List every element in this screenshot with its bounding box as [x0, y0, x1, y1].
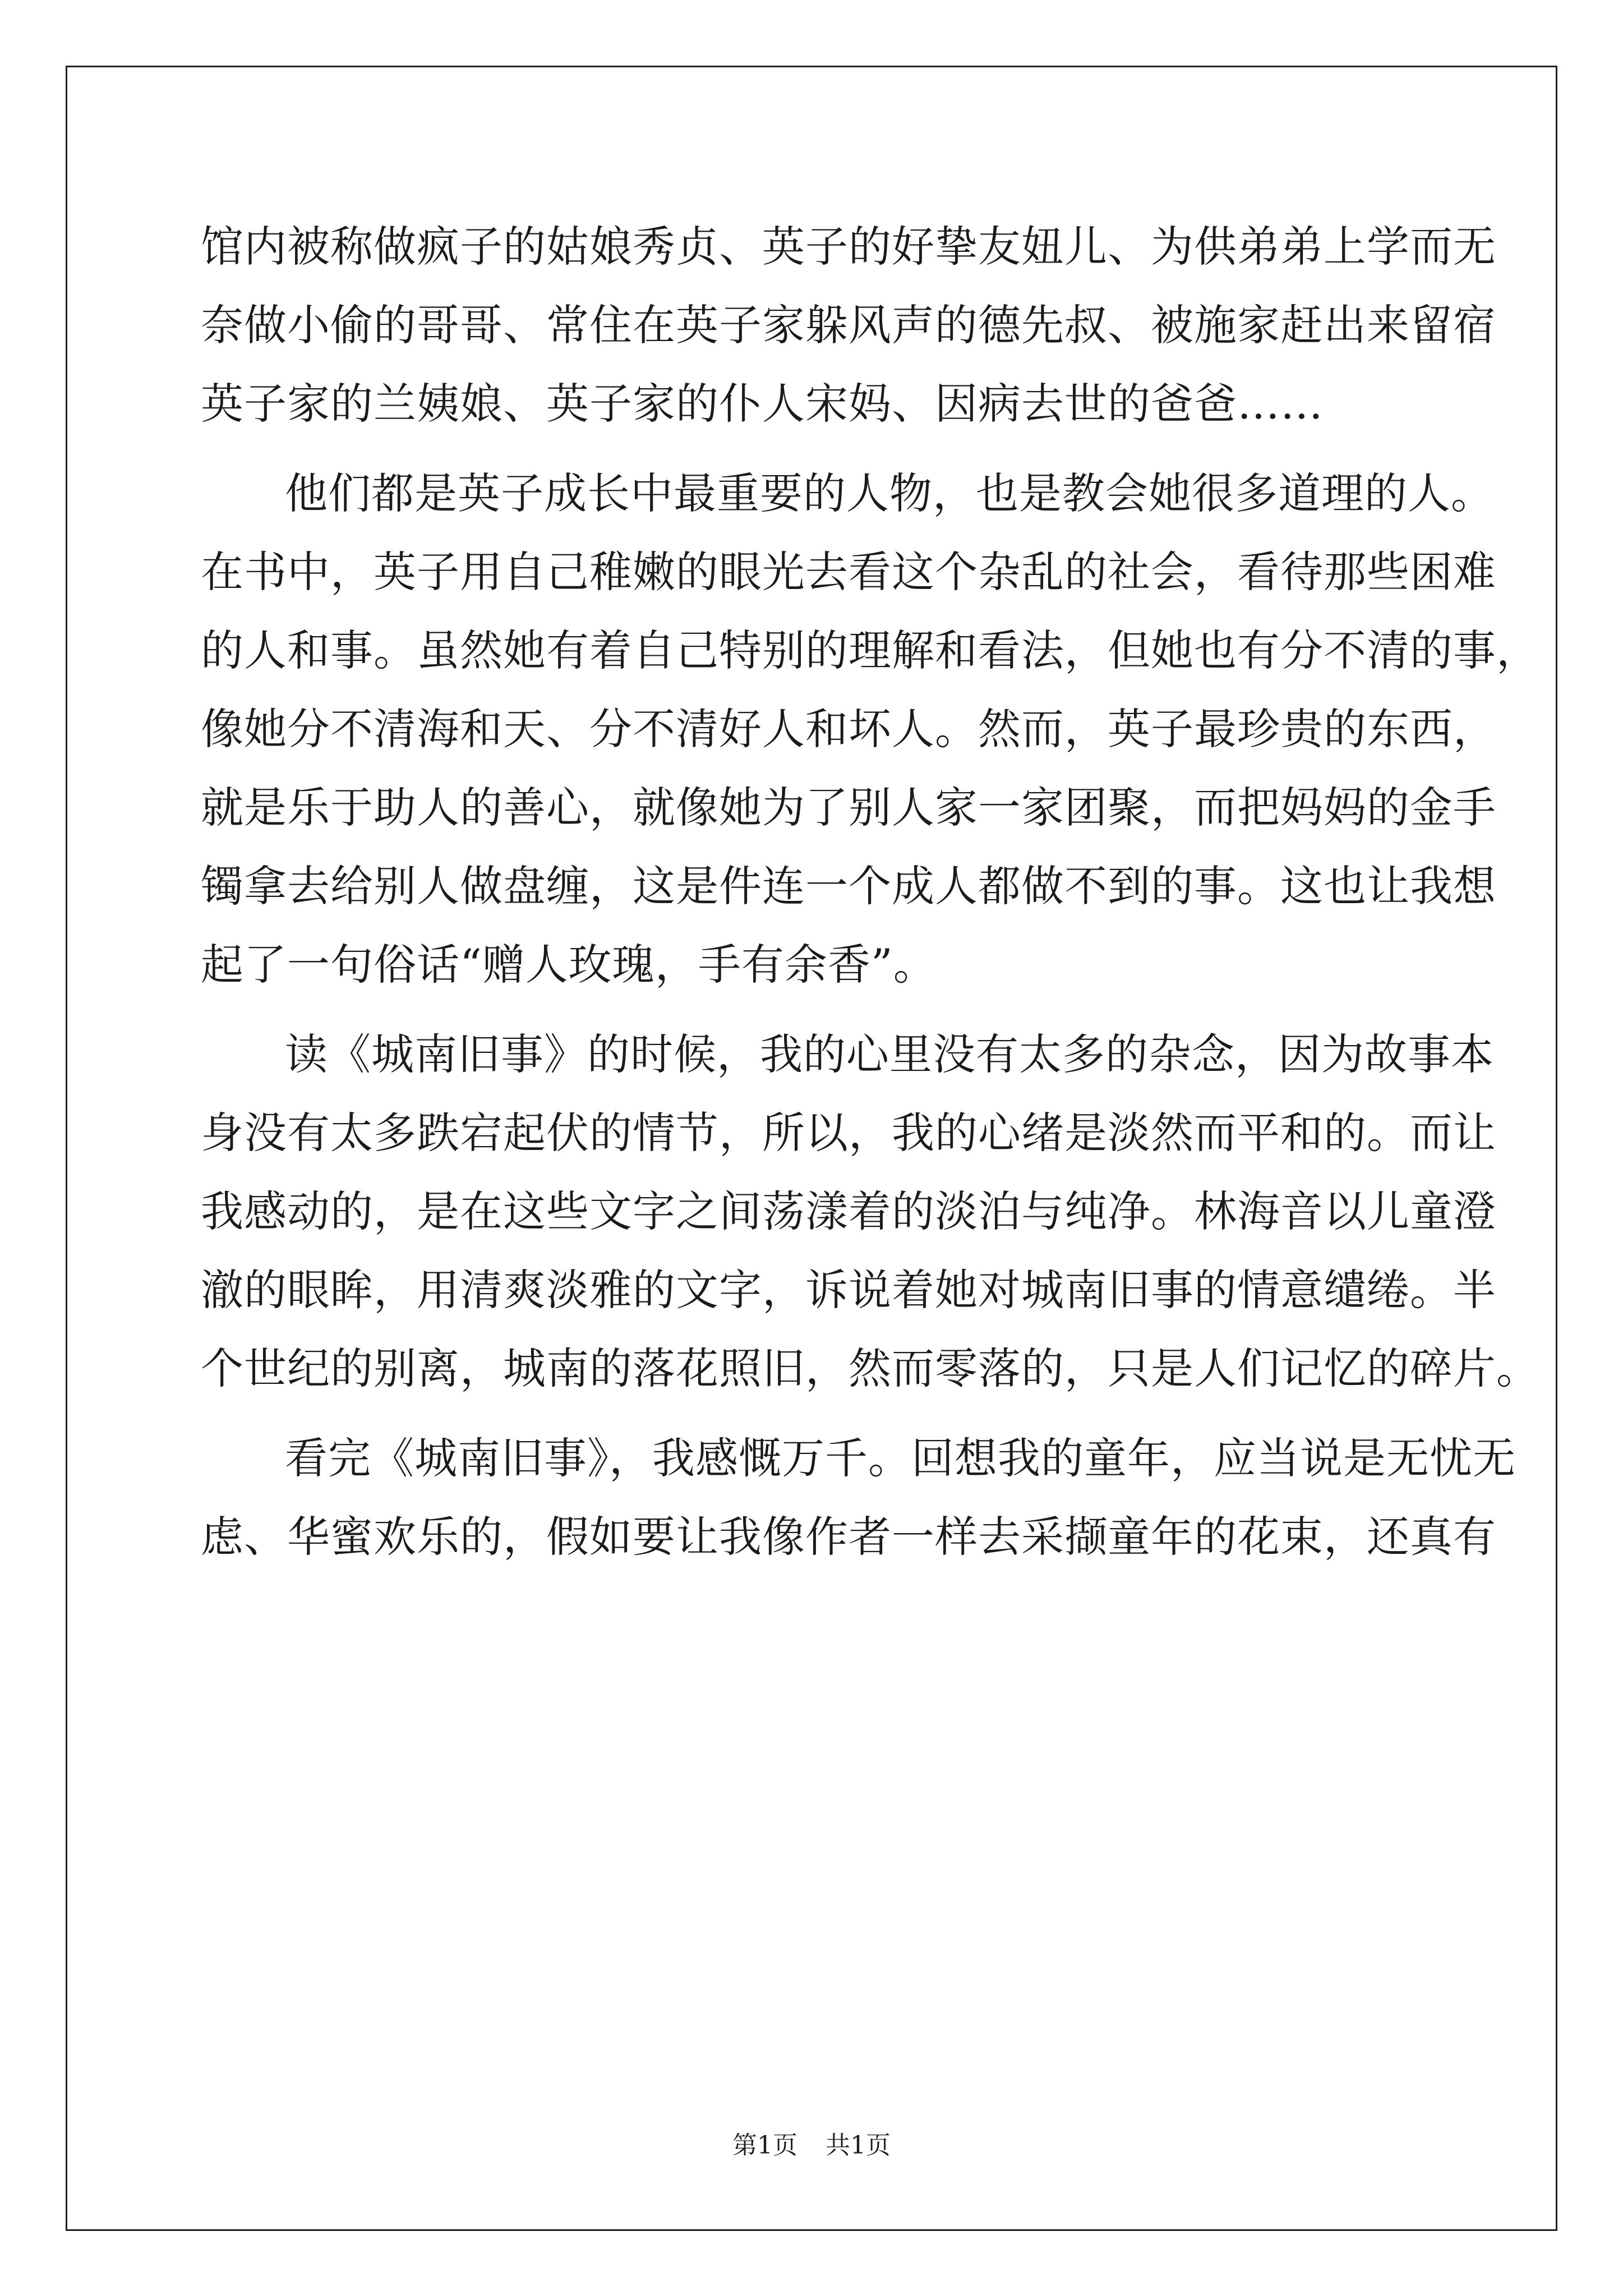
text-line: 像她分不清海和天、分不清好人和坏人。然而，英子最珍贵的东西，: [201, 704, 1496, 754]
page-total: 共1页: [826, 2131, 891, 2160]
text-line: 个世纪的别离，城南的落花照旧，然而零落的，只是人们记忆的碎片。: [201, 1343, 1539, 1393]
document-body: [201, 208, 1539, 1576]
text-line: 英子家的兰姨娘、英子家的仆人宋妈、因病去世的爸爸……: [201, 379, 1324, 429]
text-line: 起了一句俗话“赠人玫瑰，手有余香”。: [201, 940, 937, 990]
text-line: 虑、华蜜欢乐的，假如要让我像作者一样去采撷童年的花束，还真有: [201, 1512, 1496, 1562]
text-line: 就是乐于助人的善心，就像她为了别人家一家团聚，而把妈妈的金手: [201, 783, 1496, 832]
paragraph-first-line: 看完《城南旧事》，我感慨万千。回想我的童年，应当说是无忧无: [285, 1433, 1516, 1483]
text-line: 澈的眼眸，用清爽淡雅的文字，诉说着她对城南旧事的情意缱绻。半: [201, 1265, 1496, 1315]
paragraph-first-line: 读《城南旧事》的时候，我的心里没有太多的杂念，因为故事本: [285, 1029, 1494, 1079]
text-line: 镯拿去给别人做盘缠，这是件连一个成人都做不到的事。这也让我想: [201, 861, 1496, 911]
text-line: 奈做小偷的哥哥、常住在英子家躲风声的德先叔、被施家赶出来留宿: [201, 300, 1496, 350]
text-line: 馆内被称做疯子的姑娘秀贞、英子的好挚友妞儿、为供弟弟上学而无: [201, 222, 1496, 272]
paragraph-first-line: 他们都是英子成长中最重要的人物，也是教会她很多道理的人。: [285, 468, 1494, 518]
text-line: 我感动的，是在这些文字之间荡漾着的淡泊与纯净。林海音以儿童澄: [201, 1186, 1496, 1236]
page-footer: [0, 2129, 1623, 2162]
text-line: 身没有太多跌宕起伏的情节，所以，我的心绪是淡然而平和的。而让: [201, 1108, 1496, 1158]
text-line: 的人和事。虽然她有着自己特别的理解和看法，但她也有分不清的事，: [201, 625, 1539, 675]
text-line: 在书中，英子用自己稚嫩的眼光去看这个杂乱的社会，看待那些困难: [201, 547, 1496, 597]
page-number: 第1页: [732, 2131, 797, 2160]
